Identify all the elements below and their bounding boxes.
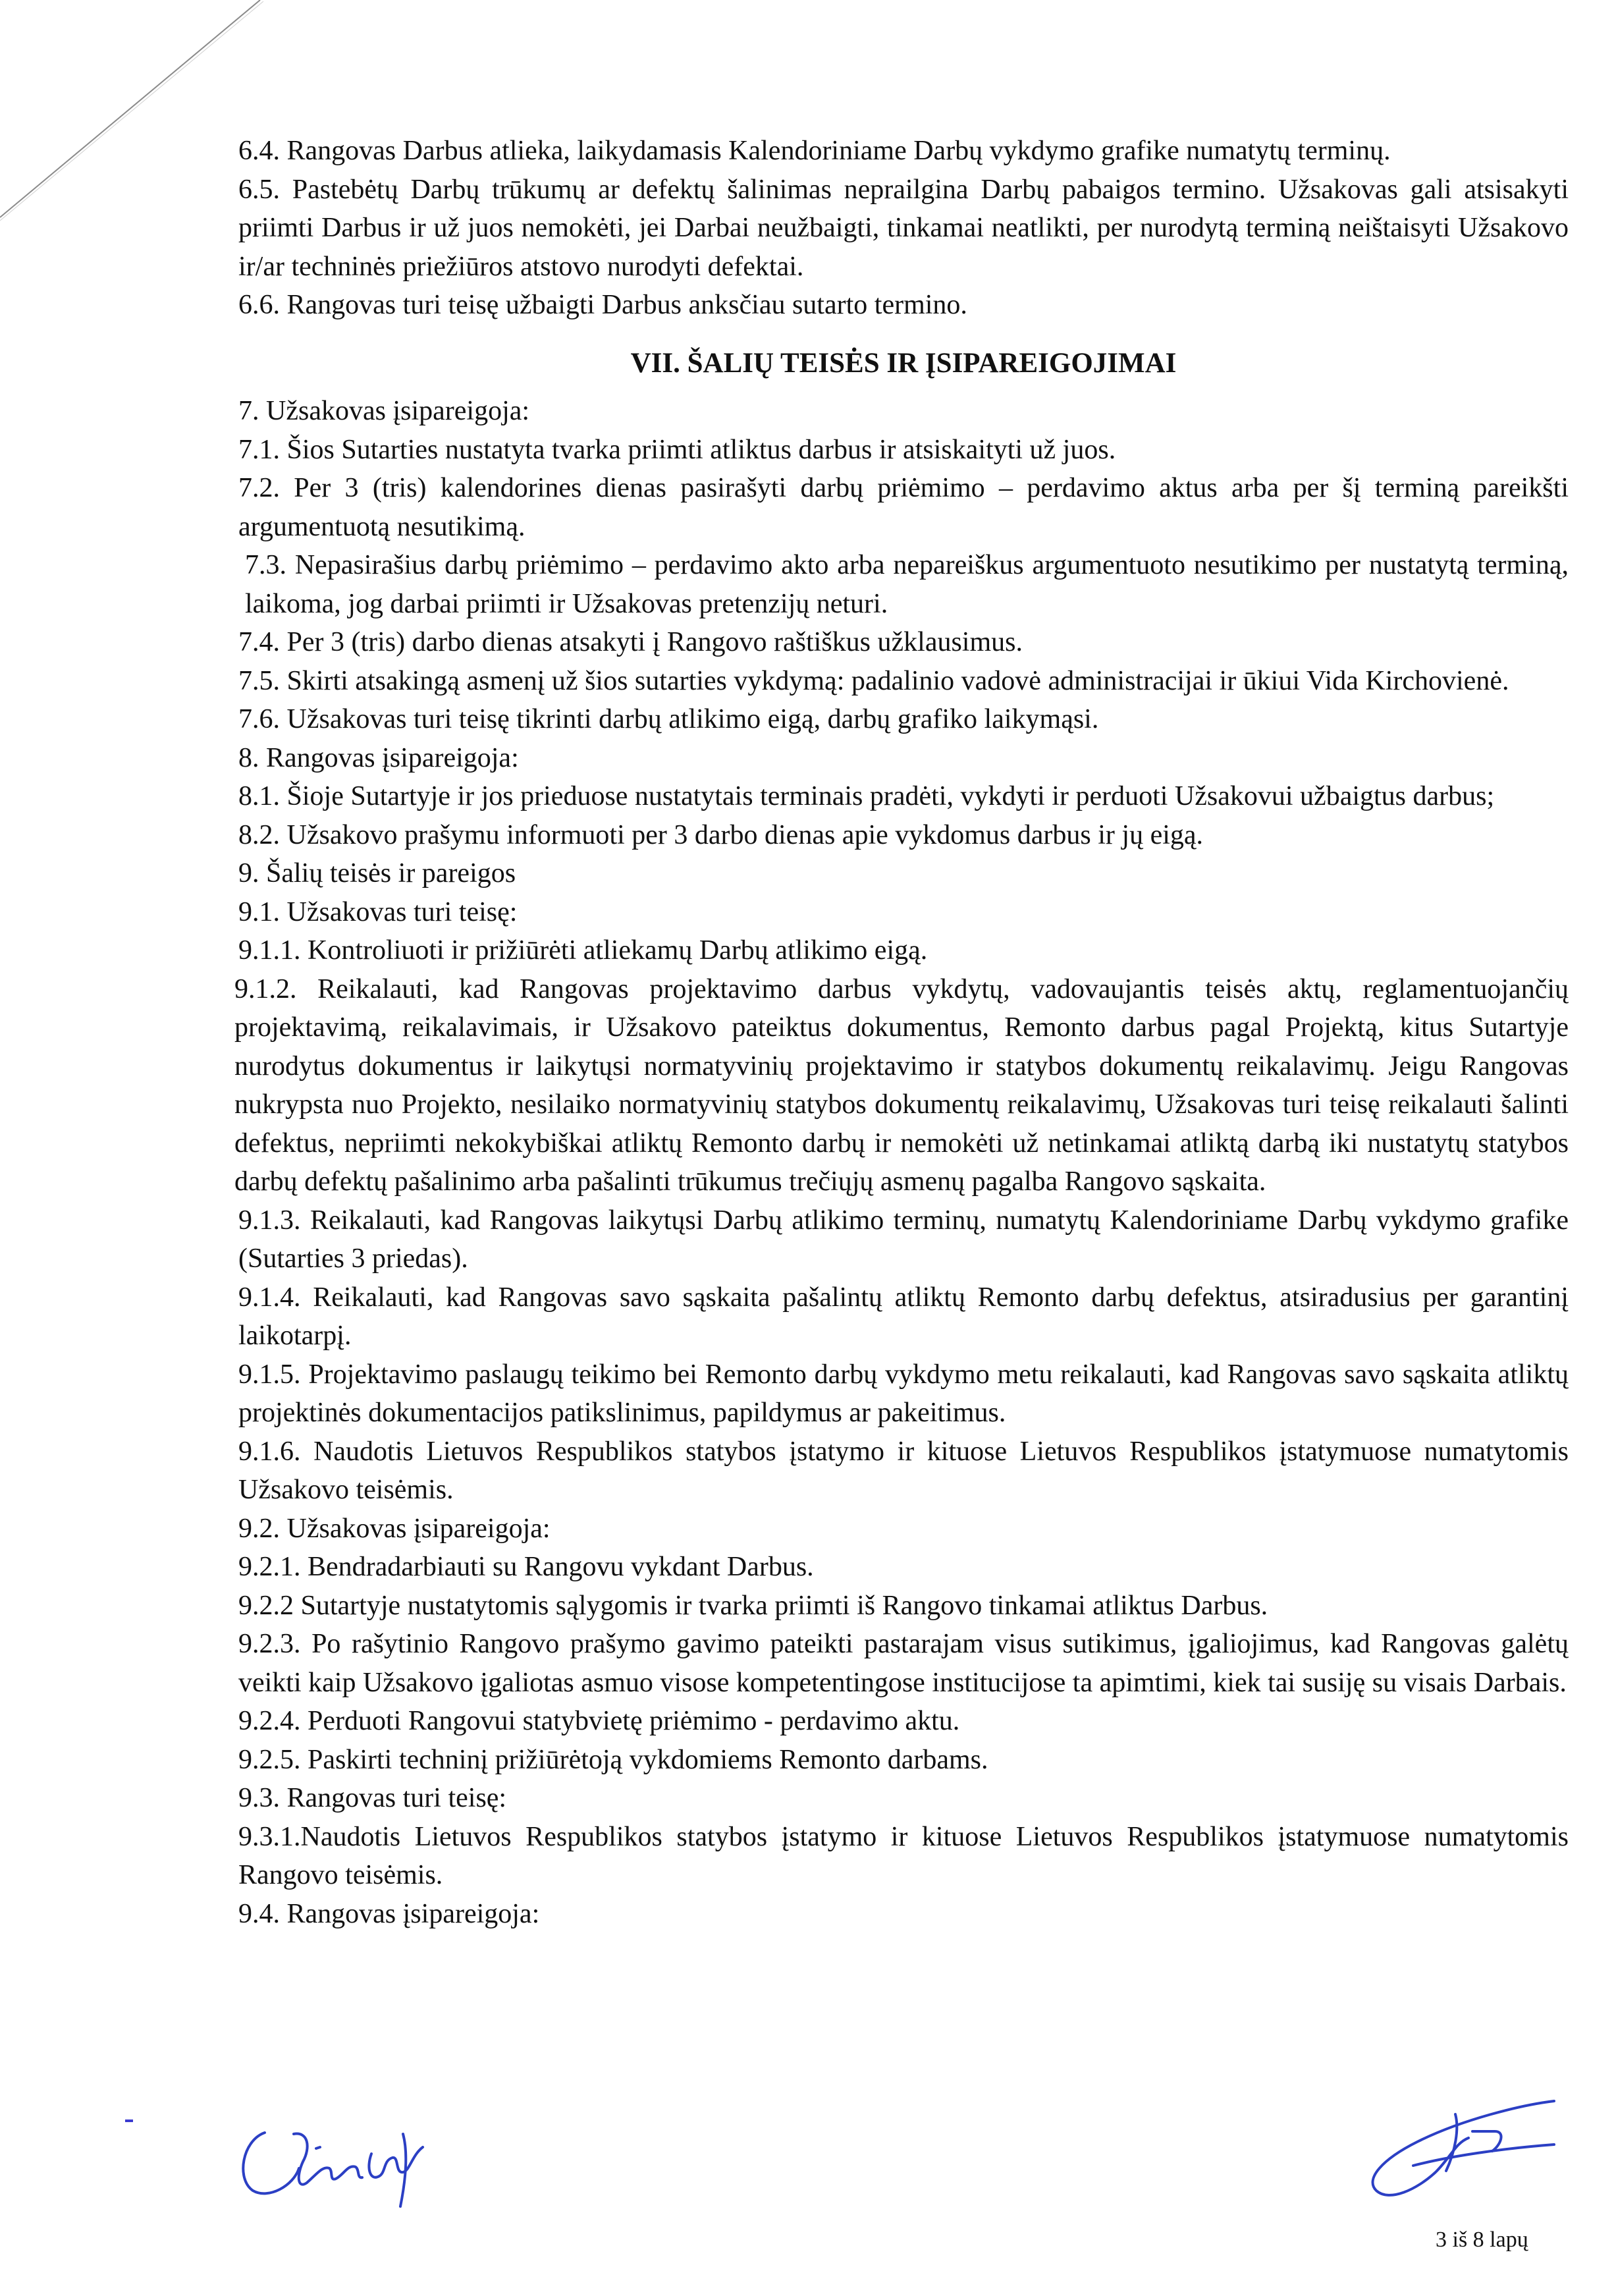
scan-edge-mark bbox=[0, 0, 263, 277]
paragraph-9-3-1: 9.3.1.Naudotis Lietuvos Respublikos statybos įstatymo ir kituose Lietuvos Respublikos įstatymuose numatytomis Rangovo teisėmis. bbox=[238, 1821, 1569, 1890]
paragraph-7-1: 7.1. Šios Sutarties nustatyta tvarka priimti atliktus darbus ir atsiskaityti už juos. bbox=[238, 434, 1116, 465]
paragraph-7-5: 7.5. Skirti atsakingą asmenį už šios sutarties vykdymą: padalinio vadovė administracijai ir ūkiui Vida Kirchovienė. bbox=[238, 665, 1509, 696]
paragraph-9-4: 9.4. Rangovas įsipareigoja: bbox=[238, 1898, 540, 1929]
paragraph-9-1-6: 9.1.6. Naudotis Lietuvos Respublikos statybos įstatymo ir kituose Lietuvos Respublikos įstatymuose numatytomis Užsakovo teisėmis. bbox=[238, 1436, 1569, 1505]
paragraph-7-3: 7.3. Nepasirašius darbų priėmimo – perdavimo akto arba nepareiškus argumentuoto nesutikimo per nustatytą terminą, laikoma, jog darbai priimti ir Užsakovas pretenzijų neturi. bbox=[245, 550, 1569, 619]
paragraph-8-2: 8.2. Užsakovo prašymu informuoti per 3 darbo dienas apie vykdomus darbus ir jų eigą. bbox=[238, 819, 1204, 850]
paragraph-9-2-4: 9.2.4. Perduoti Rangovui statybvietę priėmimo - perdavimo aktu. bbox=[238, 1706, 960, 1736]
paragraph-7-4: 7.4. Per 3 (tris) darbo dienas atsakyti į Rangovo raštiškus užklausimus. bbox=[238, 627, 1023, 657]
paragraph-9-2-3: 9.2.3. Po rašytinio Rangovo prašymo gavimo pateikti pastarajam visus sutikimus, įgaliojimus, kad Rangovas galėtų veikti kaip Užsakovo įgaliotas asmuo visose kompetentingose institucijose ta apimtimi, kiek tai susiję su visais Darbais. bbox=[238, 1629, 1569, 1698]
paragraph-9-1-1: 9.1.1. Kontroliuoti ir prižiūrėti atliekamų Darbų atlikimo eigą. bbox=[238, 935, 928, 966]
paragraph-9-1-3: 9.1.3. Reikalauti, kad Rangovas laikytųsi Darbų atlikimo terminų, numatytų Kalendoriniame Darbų vykdymo grafike (Sutarties 3 priedas). bbox=[238, 1205, 1569, 1274]
paragraph-9-2-2: 9.2.2 Sutartyje nustatytomis sąlygomis ir tvarka priimti iš Rangovo tinkamai atliktus Darbus. bbox=[238, 1590, 1268, 1621]
paragraph-9-3: 9.3. Rangovas turi teisę: bbox=[238, 1783, 507, 1813]
paragraph-9-1: 9.1. Užsakovas turi teisę: bbox=[238, 896, 518, 927]
paragraph-8-1: 8.1. Šioje Sutartyje ir jos prieduose nustatytais terminais pradėti, vykdyti ir perduoti Užsakovui užbaigtus darbus; bbox=[238, 781, 1495, 811]
paragraph-7: 7. Užsakovas įsipareigoja: bbox=[238, 396, 530, 426]
paragraph-9-1-5: 9.1.5. Projektavimo paslaugų teikimo bei Remonto darbų vykdymo metu reikalauti, kad Rangovas savo sąskaita atliktų projektinės dokumentacijos patikslinimus, papildymus ar pakeitimus. bbox=[238, 1359, 1569, 1428]
section-title: VII. ŠALIŲ TEISĖS IR ĮSIPAREIGOJIMAI bbox=[630, 347, 1177, 379]
stray-ink-mark bbox=[125, 2119, 133, 2122]
paragraph-9-1-4: 9.1.4. Reikalauti, kad Rangovas savo sąskaita pašalintų atliktų Remonto darbų defektus, atsiradusius per garantinį laikotarpį. bbox=[238, 1282, 1569, 1351]
document-body bbox=[234, 132, 1569, 1933]
paragraph-6-6: 6.6. Rangovas turi teisę užbaigti Darbus anksčiau sutarto termino. bbox=[238, 290, 967, 320]
paragraph-9-1-2: 9.1.2. Reikalauti, kad Rangovas projektavimo darbus vykdytų, vadovaujantis teisės aktų, reglamentuojančių projektavimą, reikalavimais, ir Užsakovo pateiktus dokumentus, Remonto darbus pagal Projektą, kitus Sutartyje nurodytus dokumentus ir laikytųsi normatyvinių projektavimo ir statybos dokumentų reikalavimų. Jeigu Rangovas nukrypsta nuo Projekto, nesilaiko normatyvinių statybos dokumentų reikalavimų, Užsakovas turi teisę reikalauti šalinti defektus, nepriimti nekokybiškai atliktų Remonto darbų ir nemokėti už netinkamai atliktą darbą iki nustatytų statybos darbų defektų pašalinimo arba pašalinti trūkumus trečiųjų asmenų pagalba Rangovo sąskaita. bbox=[234, 973, 1569, 1197]
signature-left bbox=[230, 2108, 441, 2213]
paragraph-9: 9. Šalių teisės ir pareigos bbox=[238, 858, 516, 888]
paragraph-9-2-1: 9.2.1. Bendradarbiauti su Rangovu vykdant Darbus. bbox=[238, 1552, 814, 1582]
paragraph-8: 8. Rangovas įsipareigoja: bbox=[238, 742, 519, 773]
paragraph-9-2-5: 9.2.5. Paskirti techninį prižiūrėtoją vykdomiems Remonto darbams. bbox=[238, 1744, 988, 1775]
paragraph-6-5: 6.5. Pastebėtų Darbų trūkumų ar defektų šalinimas neprailgina Darbų pabaigos termino. Užsakovas gali atsisakyti priimti Darbus ir už juos nemokėti, jei Darbai neužbaigti, tinkamai neatlikti, per nurodytą terminą neištaisyti Užsakovo ir/ar techninės priežiūros atstovo nurodyti defektai. bbox=[238, 174, 1569, 282]
paragraph-7-6: 7.6. Užsakovas turi teisę tikrinti darbų atlikimo eigą, darbų grafiko laikymąsi. bbox=[238, 704, 1099, 734]
paragraph-7-2: 7.2. Per 3 (tris) kalendorines dienas pasirašyti darbų priėmimo – perdavimo aktus arba per šį terminą pareikšti argumentuotą nesutikimą. bbox=[238, 473, 1569, 542]
paragraph-9-2: 9.2. Užsakovas įsipareigoja: bbox=[238, 1513, 551, 1544]
signature-right bbox=[1357, 2088, 1567, 2220]
paragraph-6-4: 6.4. Rangovas Darbus atlieka, laikydamasis Kalendoriniame Darbų vykdymo grafike numatytų terminų. bbox=[238, 136, 1391, 166]
page-number: 3 iš 8 lapų bbox=[1436, 2228, 1528, 2252]
